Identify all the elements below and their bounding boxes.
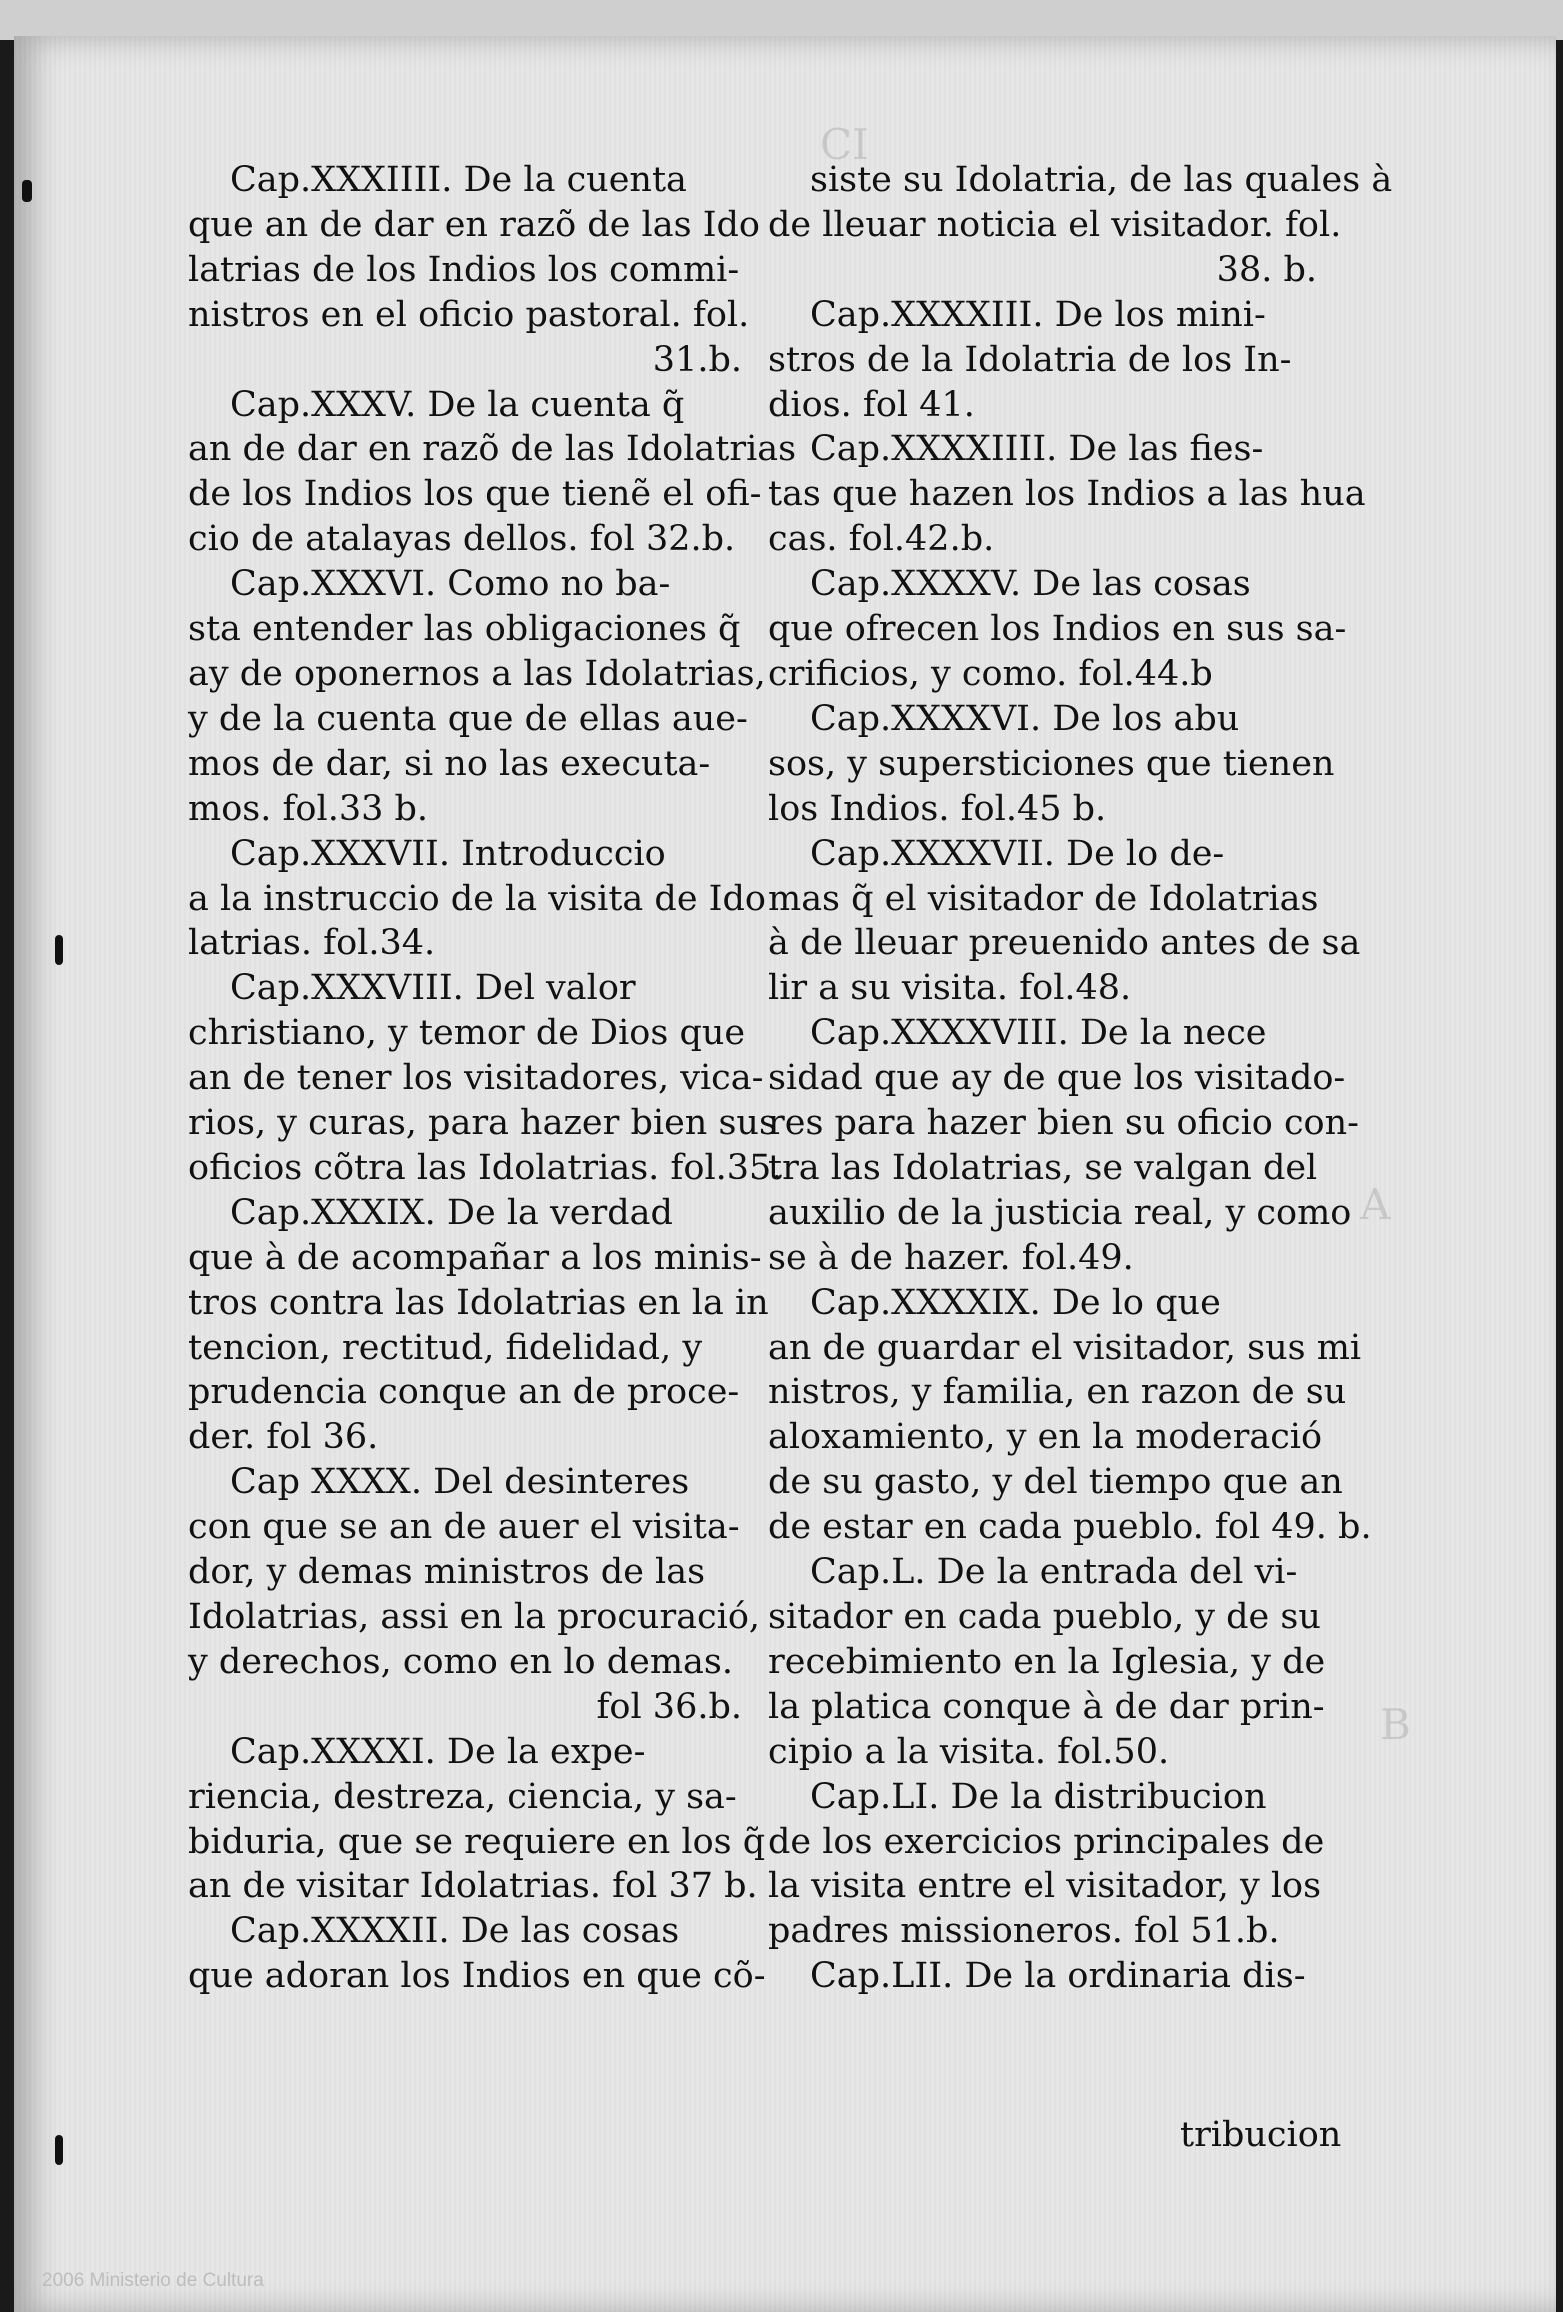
right-column <box>768 158 1393 1999</box>
toc-line-with-folio: an de visitar Idolatrias. fol 37 b. <box>188 1866 758 1907</box>
toc-line: an de dar en razõ de las Idolatrias <box>188 429 797 470</box>
toc-line: recebimiento en la Iglesia, y de <box>768 1641 1326 1682</box>
toc-line: stros de la Idolatria de los In- <box>768 339 1292 380</box>
toc-line: que ofrecen los Indios en sus sa- <box>768 609 1347 650</box>
scanner-top-band <box>0 0 1563 40</box>
toc-line: Cap.XXXV. De la cuenta q̃ <box>230 384 685 425</box>
toc-line: Cap.LI. De la distribucion <box>810 1776 1267 1817</box>
toc-line-with-folio: latrias. fol.34. <box>188 923 436 964</box>
toc-entry <box>768 293 1323 428</box>
toc-line: Cap.LII. De la ordinaria dis- <box>810 1956 1306 1997</box>
toc-entry <box>768 1775 1323 1955</box>
toc-line: sitador en cada pueblo, y de su <box>768 1597 1321 1637</box>
toc-entry <box>768 562 1347 697</box>
toc-line: nistros, y familia, en razon de su <box>768 1372 1347 1413</box>
toc-line: rios, y curas, para hazer bien sus <box>188 1103 777 1144</box>
toc-line: sos, y supersticiones que tienen <box>768 743 1335 784</box>
toc-line: nistros en el oficio pastoral. fol. <box>188 294 750 335</box>
toc-line: y derechos, como en lo demas. <box>188 1641 733 1682</box>
toc-line: Cap.XXXXVIII. De la nece <box>810 1013 1267 1054</box>
toc-line: Cap.XXXIIII. De la cuenta <box>230 160 687 200</box>
show-through-mark: A <box>1360 1180 1391 1229</box>
toc-line: biduria, que se requiere en los q̃ <box>188 1821 766 1862</box>
binding-hole <box>55 935 63 965</box>
toc-line: Cap.XXXXIIII. De las fies- <box>810 429 1264 470</box>
toc-line: auxilio de la justicia real, y como <box>768 1192 1352 1233</box>
toc-line: Cap.XXXXIII. De los mini- <box>810 294 1266 335</box>
toc-line: riencia, destreza, ciencia, y sa- <box>188 1776 737 1817</box>
folio-reference: 38. b. <box>1216 249 1317 290</box>
toc-line: aloxamiento, y en la moderació <box>768 1417 1323 1458</box>
toc-line: que adoran los Indios en que cõ- <box>188 1956 766 1997</box>
toc-entry <box>768 1011 1360 1280</box>
toc-line: la visita entre el visitador, y los <box>768 1866 1322 1907</box>
toc-line: con que se an de auer el visita- <box>188 1507 740 1548</box>
show-through-mark: B <box>1380 1700 1411 1749</box>
binding-hole <box>22 180 32 202</box>
toc-line-with-folio: padres missioneros. fol 51.b. <box>768 1911 1280 1952</box>
toc-line-with-folio: los Indios. fol.45 b. <box>768 788 1107 829</box>
toc-line-with-folio: dios. fol 41. <box>768 384 975 425</box>
toc-line-with-folio: oficios cõtra las Idolatrias. fol.35. <box>188 1147 783 1188</box>
toc-line: an de guardar el visitador, sus mi <box>768 1327 1362 1368</box>
toc-line: Cap.XXXVII. Introduccio <box>230 833 666 874</box>
toc-line: a la instruccio de la visita de Ido <box>188 878 766 919</box>
toc-line: Cap.XXXVIII. Del valor <box>230 968 636 1009</box>
toc-entry <box>188 1191 769 1460</box>
toc-line: de su gasto, y del tiempo que an <box>768 1462 1343 1503</box>
toc-line: Cap.XXXXVI. De los abu <box>810 698 1240 739</box>
toc-line-with-folio: mos. fol.33 b. <box>188 788 429 829</box>
left-column <box>188 158 797 1999</box>
toc-line: Cap.L. De la entrada del vi- <box>810 1552 1298 1593</box>
toc-line: de los Indios los que tienẽ el ofi- <box>188 474 762 515</box>
toc-entry <box>188 383 797 563</box>
toc-line: de lleuar noticia el visitador. fol. <box>768 204 1342 245</box>
toc-line: y de la cuenta que de ellas aue- <box>188 698 748 739</box>
toc-line: latrias de los Indios los commi- <box>188 249 740 290</box>
toc-line-with-folio: cas. fol.42.b. <box>768 519 995 560</box>
toc-line: tencion, rectitud, fidelidad, y <box>188 1327 703 1368</box>
toc-line: mas q̃ el visitador de Idolatrias <box>768 878 1319 919</box>
toc-line: ay de oponernos a las Idolatrias, <box>188 653 766 694</box>
catchword: tribucion <box>1180 2115 1342 2155</box>
toc-line: prudencia conque an de proce- <box>188 1372 740 1413</box>
toc-entry <box>768 158 1393 293</box>
toc-entry <box>188 1730 766 1910</box>
toc-line: la platica conque à de dar prin- <box>768 1686 1325 1727</box>
copyright-notice: 2006 Ministerio de Cultura <box>42 2270 264 2291</box>
toc-entry <box>768 697 1335 832</box>
toc-line: Cap XXXX. Del desinteres <box>230 1462 690 1503</box>
toc-line: à de lleuar preuenido antes de sa <box>768 923 1361 964</box>
toc-line: Idolatrias, assi en la procuració, <box>188 1597 761 1637</box>
toc-line: Cap.XXXXII. De las cosas <box>230 1911 680 1952</box>
toc-entry <box>188 966 783 1191</box>
toc-entry <box>768 1281 1372 1550</box>
toc-entry <box>188 562 766 831</box>
toc-line-with-folio: der. fol 36. <box>188 1417 379 1458</box>
toc-line: Cap.XXXVI. Como no ba- <box>230 564 671 605</box>
toc-line-with-folio: crificios, y como. fol.44.b <box>768 653 1213 694</box>
toc-line: tros contra las Idolatrias en la in <box>188 1282 769 1323</box>
toc-entry <box>768 1954 1323 1999</box>
toc-entry <box>188 832 766 967</box>
toc-line-with-folio: cio de atalayas dellos. fol 32.b. <box>188 519 736 560</box>
toc-line: tra las Idolatrias, se valgan del <box>768 1147 1318 1188</box>
toc-line: de los exercicios principales de <box>768 1821 1325 1862</box>
toc-line: sta entender las obligaciones q̃ <box>188 609 741 650</box>
toc-entry <box>188 1909 766 1999</box>
toc-entry <box>188 158 760 383</box>
toc-line: Cap.XXXXIX. De lo que <box>810 1282 1221 1323</box>
toc-line: Cap.XXXXV. De las cosas <box>810 564 1251 605</box>
toc-line-with-folio: cipio a la visita. fol.50. <box>768 1731 1170 1772</box>
toc-line: christiano, y temor de Dios que <box>188 1013 746 1054</box>
folio-reference: fol 36.b. <box>596 1686 742 1727</box>
toc-entry <box>768 1550 1326 1775</box>
folio-reference: 31.b. <box>652 339 742 380</box>
toc-line-with-folio: de estar en cada pueblo. fol 49. b. <box>768 1507 1372 1548</box>
toc-line: que an de dar en razõ de las Ido <box>188 204 760 245</box>
toc-entry <box>768 427 1366 562</box>
toc-line-with-folio: se à de hazer. fol.49. <box>768 1237 1134 1278</box>
toc-line: tas que hazen los Indios a las hua <box>768 474 1366 515</box>
toc-line: Cap.XXXXVII. De lo de- <box>810 833 1225 874</box>
toc-line: Cap.XXXXI. De la expe- <box>230 1731 646 1772</box>
toc-entry <box>768 832 1361 1012</box>
toc-line: an de tener los visitadores, vica- <box>188 1058 764 1099</box>
toc-line: siste su Idolatria, de las quales à <box>810 160 1393 200</box>
toc-line: dor, y demas ministros de las <box>188 1552 706 1593</box>
toc-line: mos de dar, si no las executa- <box>188 743 711 784</box>
toc-line: res para hazer bien su oficio con- <box>768 1103 1360 1144</box>
binding-hole <box>55 2135 63 2165</box>
show-through-mark: CI <box>820 120 869 169</box>
toc-entry <box>188 1460 761 1729</box>
toc-line: sidad que ay de que los visitado- <box>768 1058 1346 1099</box>
toc-line-with-folio: lir a su visita. fol.48. <box>768 968 1132 1009</box>
toc-line: Cap.XXXIX. De la verdad <box>230 1192 673 1233</box>
toc-line: que à de acompañar a los minis- <box>188 1237 762 1278</box>
